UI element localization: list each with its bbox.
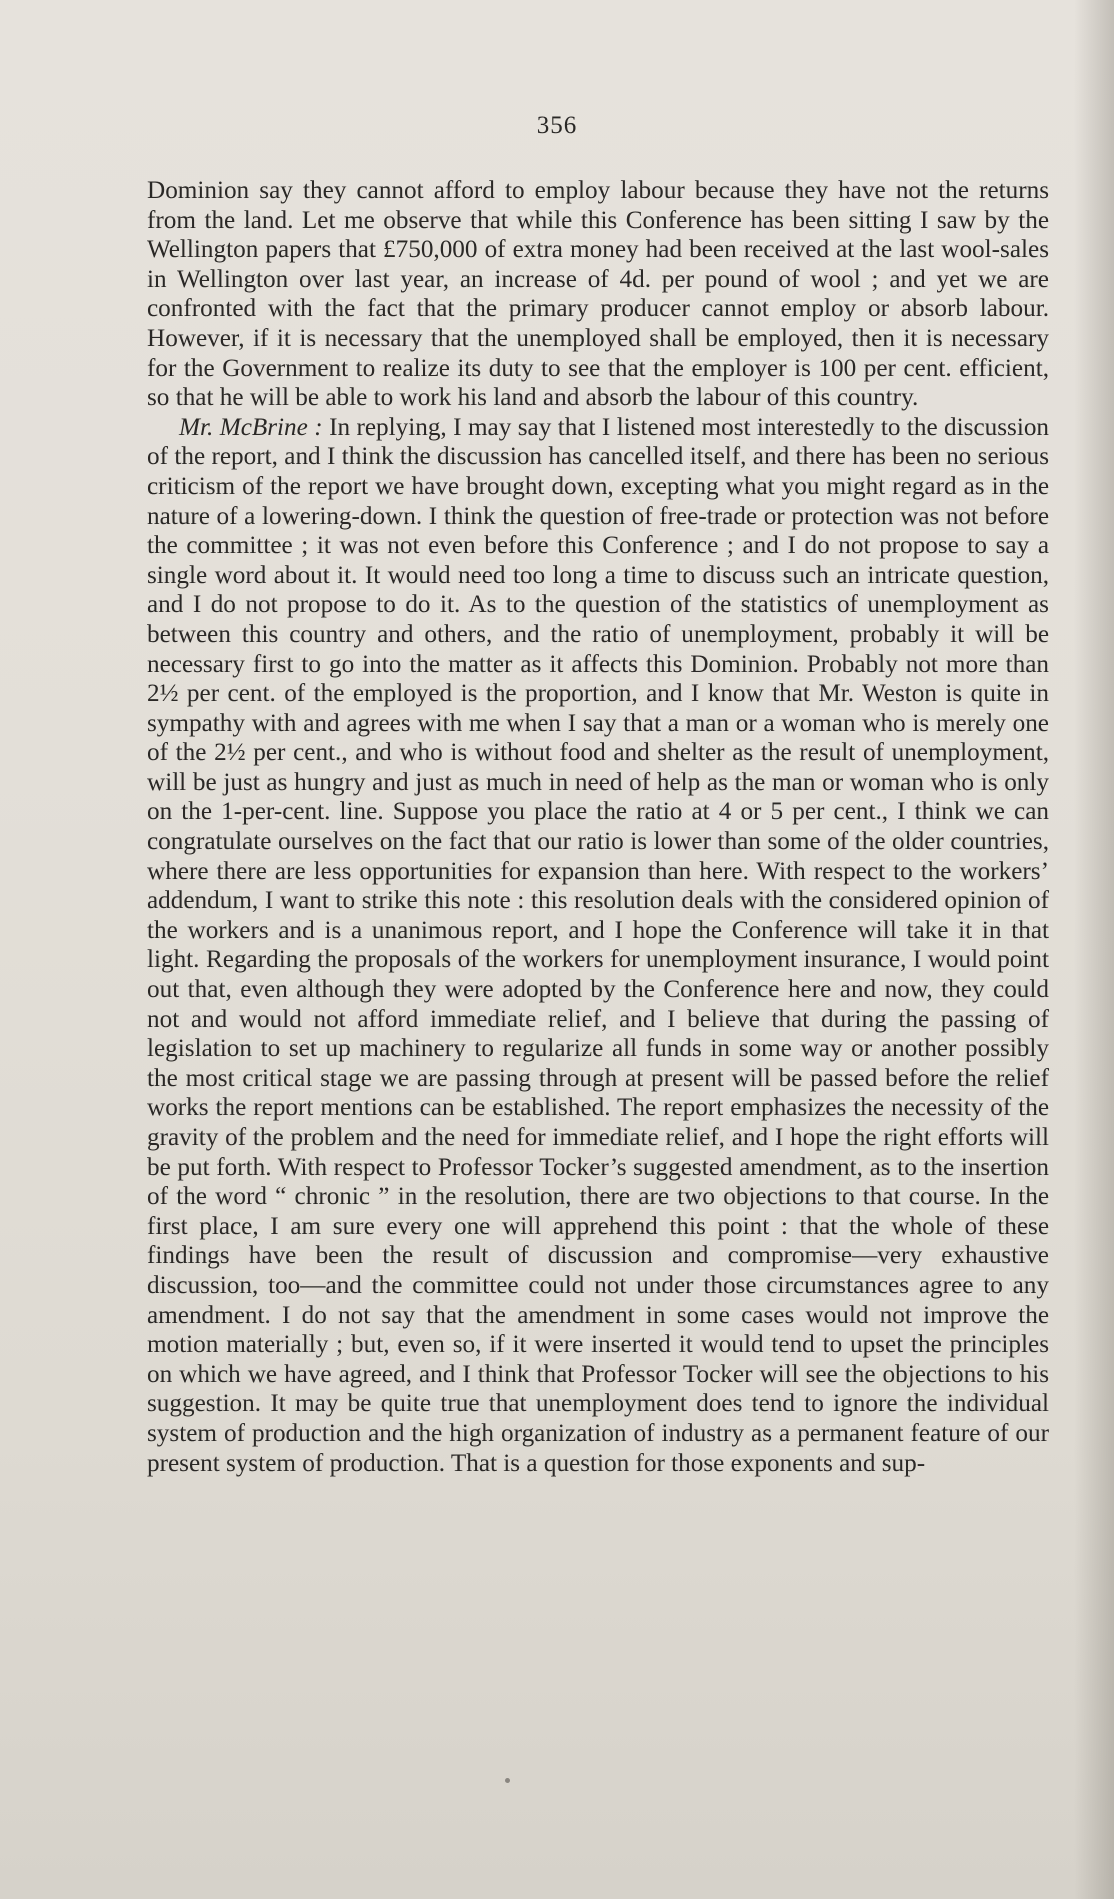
paragraph-continuation: Dominion say they cannot afford to employ labour because they have not the returns from the land. Let me observe that while this Conference has been sitting I saw by the Wellington papers that £750,000 of extra money had been received at the last wool-sales in Wellington over last year, an increase of 4d. per pound of wool ; and yet we are confronted with the fact that the primary producer cannot employ or absorb labour. However, if it is necessary that the unemployed shall be employed, then it is necessary for the Government to realize its duty to see that the employer is 100 per cent. efficient, so that he will be able to work his land and absorb the labour of this country. xyxy=(147,177,1049,412)
speaker-name: Mr. McBrine : xyxy=(179,413,323,441)
paragraph-mcbrine-text: In replying, I may say that I listened most interestedly to the discussion of the report, and I think the discussion has cancelled itself, and there has been no serious criticism of the report we have brought down, excepting what you might regard as in the nature of a lowering-down. I think the question of free-trade or protection was not before the committee ; it was not even before this Conference ; and I do not propose to say a single word about it. It would need too long a time to discuss such an intricate question, and I do not propose to do it. As to the question of the statistics of unemployment as between this country and others, and the ratio of unemployment, probably it will be necessary first to go into the matter as it affects this Dominion. Probably not more than 2½ per cent. of the employed is the proportion, and I know that Mr. Weston is quite in sympathy with and agrees with me when I say that a man or a woman who is merely one of the 2½ per cent., and who is without food and shelter as the result of unemployment, will be just as hungry and just as much in need of help as the man or woman who is only on the 1-per-cent. line. Suppose you place the ratio at 4 or 5 per cent., I think we can congratulate ourselves on the fact that our ratio is lower than some of the older countries, where there are less opportunities for expansion than here. With respect to the workers’ addendum, I want to strike this note : this resolution deals with the considered opinion of the workers and is a unanimous report, and I hope the Conference will take it in that light. Regarding the proposals of the workers for unemployment insurance, I would point out that, even although they were adopted by the Conference here and now, they could not and would not afford immediate relief, and I believe that during the passing of legislation to set up machinery to regularize all funds in some way or another possibly the most critical stage we are passing through at present will be passed before the relief works the report mentions can be established. The report emphasizes the necessity of the gravity of the problem and the need for immediate relief, and I hope the right efforts will be put forth. With respect to Professor Tocker’s suggested amendment, as to the insertion of the word “ chronic ” in the resolution, there are two objections to that course. In the first place, I am sure every one will apprehend this point : that the whole of these findings have been the result of discussion and compromise—very exhaustive discussion, too—and the committee could not under those circumstances agree to any amendment. I do not say that the amendment in some cases would not improve the motion materially ; but, even so, if it were inserted it would tend to upset the principles on which we have agreed, and I think that Professor Tocker will see the objections to his suggestion. It may be quite true that unemployment does tend to ignore the individual system of production and the high organization of industry as a permanent feature of our present system of production. That is a question for those exponents and sup- xyxy=(147,413,1050,1477)
page-number: 356 xyxy=(536,112,578,139)
body-text xyxy=(147,176,1049,1478)
page-speck xyxy=(505,1778,510,1783)
paragraph-mcbrine-reply xyxy=(147,413,1049,1478)
page-edge-shadow xyxy=(1074,0,1114,1899)
